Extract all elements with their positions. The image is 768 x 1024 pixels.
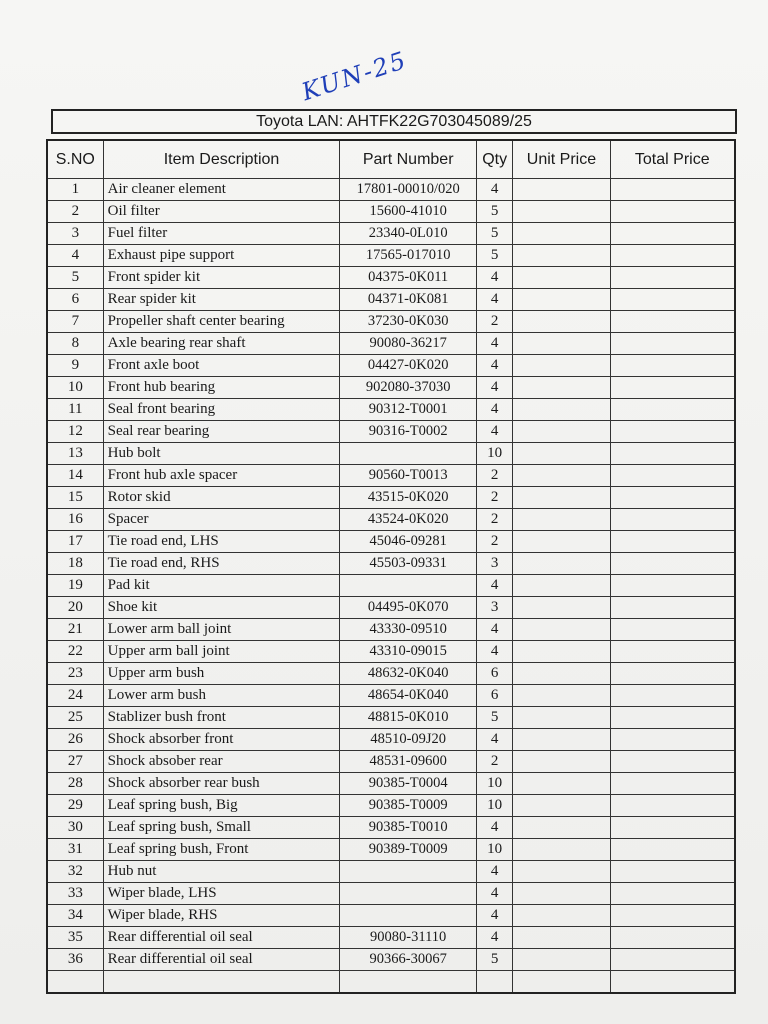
cell-qty: 4 (476, 289, 512, 311)
cell-description: Tie road end, RHS (103, 553, 340, 575)
cell-sno: 32 (47, 861, 103, 883)
header-unit-price: Unit Price (513, 140, 610, 179)
cell-description: Leaf spring bush, Small (103, 817, 340, 839)
cell-unit-price (513, 861, 610, 883)
cell-unit-price (513, 597, 610, 619)
cell-sno: 6 (47, 289, 103, 311)
cell-qty: 2 (476, 465, 512, 487)
cell-sno: 33 (47, 883, 103, 905)
cell-description: Stablizer bush front (103, 707, 340, 729)
cell-total-price (610, 773, 735, 795)
cell-sno: 19 (47, 575, 103, 597)
cell-unit-price (513, 575, 610, 597)
header-qty: Qty (476, 140, 512, 179)
cell-qty: 4 (476, 927, 512, 949)
table-row (47, 465, 735, 487)
cell-part-number: 90385-T0010 (340, 817, 477, 839)
table-row (47, 729, 735, 751)
table-row (47, 663, 735, 685)
cell-sno: 20 (47, 597, 103, 619)
cell-description: Front spider kit (103, 267, 340, 289)
cell-sno: 9 (47, 355, 103, 377)
cell-description: Wiper blade, LHS (103, 883, 340, 905)
cell-total-price (610, 465, 735, 487)
cell-sno: 34 (47, 905, 103, 927)
empty-row (47, 971, 735, 994)
cell-sno: 11 (47, 399, 103, 421)
cell-unit-price (513, 553, 610, 575)
cell-unit-price (513, 795, 610, 817)
cell-qty: 4 (476, 377, 512, 399)
cell-unit-price (513, 465, 610, 487)
cell-sno: 36 (47, 949, 103, 971)
cell-qty: 4 (476, 619, 512, 641)
cell-sno: 29 (47, 795, 103, 817)
cell-total-price (610, 751, 735, 773)
cell-qty: 6 (476, 663, 512, 685)
cell-part-number: 04495-0K070 (340, 597, 477, 619)
cell-description: Oil filter (103, 201, 340, 223)
table-row (47, 597, 735, 619)
table-row (47, 619, 735, 641)
cell-total-price (610, 355, 735, 377)
cell-description: Exhaust pipe support (103, 245, 340, 267)
cell-description: Shock absorber front (103, 729, 340, 751)
cell-part-number: 48510-09J20 (340, 729, 477, 751)
table-row (47, 289, 735, 311)
cell-sno: 13 (47, 443, 103, 465)
cell-description: Lower arm ball joint (103, 619, 340, 641)
cell-qty: 5 (476, 223, 512, 245)
cell-sno: 27 (47, 751, 103, 773)
cell-sno: 22 (47, 641, 103, 663)
cell-unit-price (513, 333, 610, 355)
cell-description: Leaf spring bush, Big (103, 795, 340, 817)
cell-part-number: 23340-0L010 (340, 223, 477, 245)
cell-sno: 15 (47, 487, 103, 509)
cell-description: Lower arm bush (103, 685, 340, 707)
cell-total-price (610, 553, 735, 575)
cell-qty: 4 (476, 267, 512, 289)
cell-part-number: 48815-0K010 (340, 707, 477, 729)
cell-sno: 21 (47, 619, 103, 641)
cell-part-number: 37230-0K030 (340, 311, 477, 333)
cell-description: Rotor skid (103, 487, 340, 509)
table-row (47, 641, 735, 663)
cell-qty: 5 (476, 707, 512, 729)
cell-part-number: 15600-41010 (340, 201, 477, 223)
cell-unit-price (513, 949, 610, 971)
table-row (47, 751, 735, 773)
cell-total-price (610, 443, 735, 465)
table-row (47, 685, 735, 707)
cell-total-price (610, 685, 735, 707)
cell-description: Front axle boot (103, 355, 340, 377)
cell-unit-price (513, 663, 610, 685)
cell-sno: 35 (47, 927, 103, 949)
cell-total-price (610, 421, 735, 443)
cell-sno: 10 (47, 377, 103, 399)
cell-total-price (610, 619, 735, 641)
table-row (47, 421, 735, 443)
cell-part-number: 17565-017010 (340, 245, 477, 267)
cell-part-number: 04375-0K011 (340, 267, 477, 289)
cell-part-number: 45503-09331 (340, 553, 477, 575)
cell-qty: 4 (476, 817, 512, 839)
cell-total-price (610, 399, 735, 421)
cell-total-price (610, 333, 735, 355)
table-row (47, 839, 735, 861)
cell-part-number: 17801-00010/020 (340, 179, 477, 201)
cell-total-price (610, 575, 735, 597)
cell-unit-price (513, 817, 610, 839)
cell-qty: 4 (476, 421, 512, 443)
cell-description: Rear differential oil seal (103, 927, 340, 949)
cell-part-number: 90385-T0009 (340, 795, 477, 817)
cell-description: Rear spider kit (103, 289, 340, 311)
cell-part-number: 90312-T0001 (340, 399, 477, 421)
cell-qty: 10 (476, 443, 512, 465)
cell-sno: 16 (47, 509, 103, 531)
cell-total-price (610, 245, 735, 267)
cell-description: Air cleaner element (103, 179, 340, 201)
table-row (47, 575, 735, 597)
cell-sno: 8 (47, 333, 103, 355)
cell-unit-price (513, 443, 610, 465)
cell-part-number: 04427-0K020 (340, 355, 477, 377)
table-row (47, 949, 735, 971)
cell-qty: 2 (476, 487, 512, 509)
cell-total-price (610, 487, 735, 509)
cell-description: Propeller shaft center bearing (103, 311, 340, 333)
cell-sno: 5 (47, 267, 103, 289)
empty-cell (610, 971, 735, 994)
cell-part-number: 90366-30067 (340, 949, 477, 971)
cell-sno: 30 (47, 817, 103, 839)
table-row (47, 531, 735, 553)
table-row (47, 927, 735, 949)
cell-total-price (610, 927, 735, 949)
cell-sno: 17 (47, 531, 103, 553)
cell-sno: 3 (47, 223, 103, 245)
cell-total-price (610, 861, 735, 883)
cell-total-price (610, 795, 735, 817)
cell-qty: 3 (476, 553, 512, 575)
cell-qty: 4 (476, 333, 512, 355)
table-row (47, 377, 735, 399)
cell-description: Leaf spring bush, Front (103, 839, 340, 861)
cell-description: Upper arm bush (103, 663, 340, 685)
cell-total-price (610, 179, 735, 201)
cell-unit-price (513, 509, 610, 531)
cell-sno: 18 (47, 553, 103, 575)
table-row (47, 311, 735, 333)
cell-sno: 4 (47, 245, 103, 267)
cell-part-number (340, 905, 477, 927)
cell-unit-price (513, 201, 610, 223)
cell-unit-price (513, 311, 610, 333)
cell-total-price (610, 839, 735, 861)
cell-total-price (610, 267, 735, 289)
cell-description: Rear differential oil seal (103, 949, 340, 971)
cell-part-number: 43524-0K020 (340, 509, 477, 531)
table-row (47, 201, 735, 223)
cell-unit-price (513, 355, 610, 377)
cell-description: Wiper blade, RHS (103, 905, 340, 927)
cell-description: Seal front bearing (103, 399, 340, 421)
cell-description: Hub bolt (103, 443, 340, 465)
cell-unit-price (513, 839, 610, 861)
cell-sno: 2 (47, 201, 103, 223)
cell-sno: 7 (47, 311, 103, 333)
table-row (47, 861, 735, 883)
cell-part-number: 04371-0K081 (340, 289, 477, 311)
table-row (47, 179, 735, 201)
cell-total-price (610, 905, 735, 927)
table-row (47, 355, 735, 377)
header-total-price: Total Price (610, 140, 735, 179)
table-row (47, 245, 735, 267)
cell-qty: 2 (476, 509, 512, 531)
cell-total-price (610, 707, 735, 729)
cell-part-number (340, 883, 477, 905)
cell-unit-price (513, 905, 610, 927)
cell-sno: 14 (47, 465, 103, 487)
cell-total-price (610, 641, 735, 663)
document-title: Toyota LAN: AHTFK22G703045089/25 (51, 109, 737, 134)
table-row (47, 267, 735, 289)
cell-total-price (610, 289, 735, 311)
cell-sno: 12 (47, 421, 103, 443)
cell-part-number: 90389-T0009 (340, 839, 477, 861)
table-row (47, 817, 735, 839)
cell-part-number: 90080-31110 (340, 927, 477, 949)
cell-unit-price (513, 641, 610, 663)
table-row (47, 333, 735, 355)
cell-description: Front hub bearing (103, 377, 340, 399)
cell-qty: 5 (476, 949, 512, 971)
cell-qty: 4 (476, 905, 512, 927)
cell-description: Seal rear bearing (103, 421, 340, 443)
empty-cell (47, 971, 103, 994)
cell-sno: 25 (47, 707, 103, 729)
cell-qty: 4 (476, 179, 512, 201)
cell-unit-price (513, 289, 610, 311)
cell-qty: 5 (476, 245, 512, 267)
cell-part-number: 90385-T0004 (340, 773, 477, 795)
empty-cell (476, 971, 512, 994)
handwritten-note: KUN-25 (298, 45, 411, 107)
cell-part-number: 43310-09015 (340, 641, 477, 663)
cell-qty: 2 (476, 531, 512, 553)
table-row (47, 773, 735, 795)
table-row (47, 795, 735, 817)
table-row (47, 553, 735, 575)
cell-part-number: 90316-T0002 (340, 421, 477, 443)
cell-description: Hub nut (103, 861, 340, 883)
cell-unit-price (513, 729, 610, 751)
cell-part-number: 48654-0K040 (340, 685, 477, 707)
cell-unit-price (513, 531, 610, 553)
cell-description: Pad kit (103, 575, 340, 597)
header-part-number: Part Number (340, 140, 477, 179)
table-header-row (47, 140, 735, 179)
cell-qty: 4 (476, 641, 512, 663)
empty-cell (103, 971, 340, 994)
cell-unit-price (513, 707, 610, 729)
cell-part-number: 43515-0K020 (340, 487, 477, 509)
cell-unit-price (513, 245, 610, 267)
cell-qty: 2 (476, 311, 512, 333)
cell-part-number (340, 443, 477, 465)
cell-qty: 4 (476, 861, 512, 883)
cell-description: Shock absober rear (103, 751, 340, 773)
cell-part-number: 90080-36217 (340, 333, 477, 355)
parts-table (46, 139, 736, 994)
cell-unit-price (513, 751, 610, 773)
empty-cell (340, 971, 477, 994)
cell-description: Shock absorber rear bush (103, 773, 340, 795)
cell-qty: 4 (476, 355, 512, 377)
cell-total-price (610, 531, 735, 553)
empty-cell (513, 971, 610, 994)
cell-total-price (610, 223, 735, 245)
cell-part-number: 902080-37030 (340, 377, 477, 399)
table-row (47, 883, 735, 905)
cell-unit-price (513, 223, 610, 245)
table-row (47, 223, 735, 245)
cell-total-price (610, 883, 735, 905)
cell-total-price (610, 949, 735, 971)
cell-total-price (610, 597, 735, 619)
cell-unit-price (513, 773, 610, 795)
header-sno: S.NO (47, 140, 103, 179)
cell-total-price (610, 201, 735, 223)
cell-part-number: 90560-T0013 (340, 465, 477, 487)
cell-qty: 10 (476, 795, 512, 817)
cell-description: Front hub axle spacer (103, 465, 340, 487)
cell-unit-price (513, 267, 610, 289)
cell-unit-price (513, 883, 610, 905)
table-row (47, 399, 735, 421)
cell-sno: 24 (47, 685, 103, 707)
cell-unit-price (513, 179, 610, 201)
cell-qty: 4 (476, 883, 512, 905)
cell-total-price (610, 509, 735, 531)
table-row (47, 487, 735, 509)
cell-qty: 4 (476, 399, 512, 421)
cell-total-price (610, 311, 735, 333)
cell-qty: 2 (476, 751, 512, 773)
table-row (47, 707, 735, 729)
cell-unit-price (513, 399, 610, 421)
cell-part-number (340, 861, 477, 883)
table-row (47, 509, 735, 531)
cell-unit-price (513, 487, 610, 509)
cell-description: Spacer (103, 509, 340, 531)
cell-qty: 10 (476, 773, 512, 795)
cell-sno: 28 (47, 773, 103, 795)
cell-part-number: 43330-09510 (340, 619, 477, 641)
cell-total-price (610, 663, 735, 685)
cell-unit-price (513, 619, 610, 641)
cell-qty: 10 (476, 839, 512, 861)
cell-qty: 4 (476, 729, 512, 751)
cell-qty: 3 (476, 597, 512, 619)
cell-description: Axle bearing rear shaft (103, 333, 340, 355)
cell-total-price (610, 377, 735, 399)
cell-unit-price (513, 421, 610, 443)
table-row (47, 443, 735, 465)
cell-qty: 6 (476, 685, 512, 707)
table-body (47, 179, 735, 994)
cell-unit-price (513, 377, 610, 399)
cell-unit-price (513, 927, 610, 949)
cell-description: Tie road end, LHS (103, 531, 340, 553)
cell-part-number: 48632-0K040 (340, 663, 477, 685)
cell-part-number: 48531-09600 (340, 751, 477, 773)
cell-description: Fuel filter (103, 223, 340, 245)
cell-part-number (340, 575, 477, 597)
cell-qty: 4 (476, 575, 512, 597)
cell-total-price (610, 817, 735, 839)
cell-sno: 23 (47, 663, 103, 685)
cell-qty: 5 (476, 201, 512, 223)
cell-sno: 26 (47, 729, 103, 751)
cell-sno: 31 (47, 839, 103, 861)
cell-sno: 1 (47, 179, 103, 201)
header-description: Item Description (103, 140, 340, 179)
cell-unit-price (513, 685, 610, 707)
table-row (47, 905, 735, 927)
cell-part-number: 45046-09281 (340, 531, 477, 553)
cell-description: Shoe kit (103, 597, 340, 619)
cell-description: Upper arm ball joint (103, 641, 340, 663)
cell-total-price (610, 729, 735, 751)
